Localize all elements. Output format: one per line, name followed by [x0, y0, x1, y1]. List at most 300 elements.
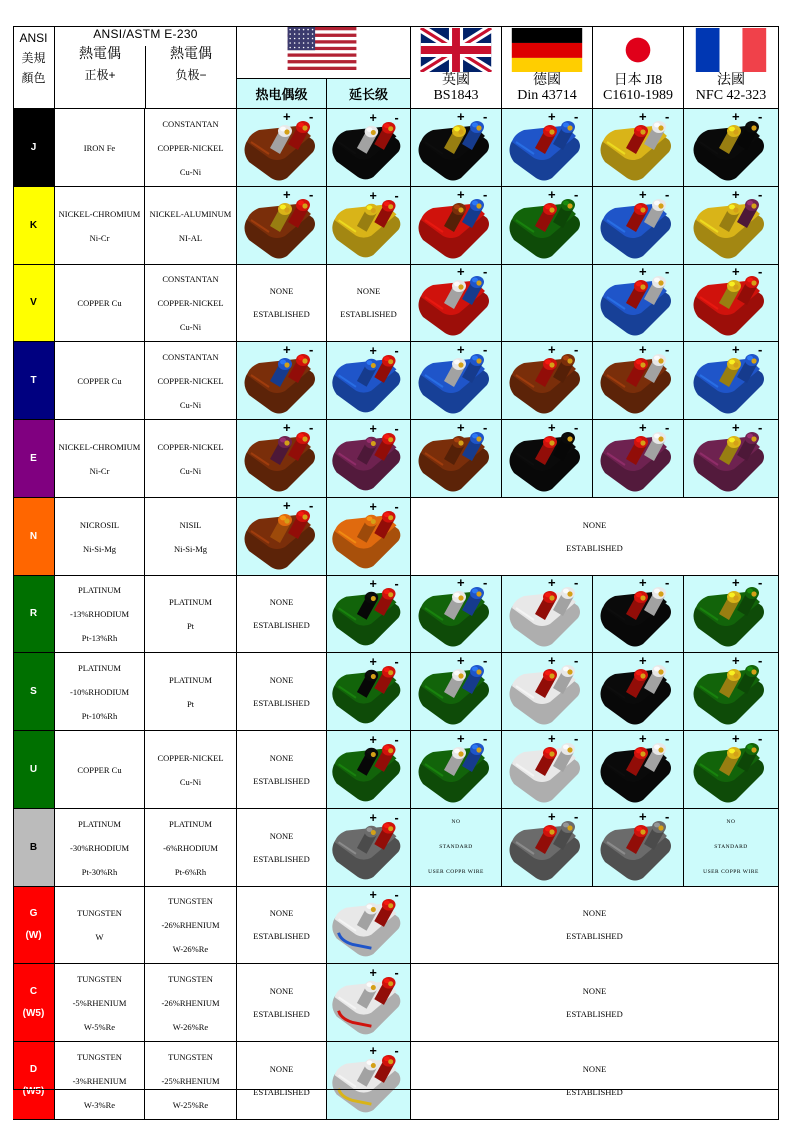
svg-text:-: - [665, 111, 670, 124]
svg-text:+: + [732, 344, 740, 357]
connector-icon [595, 423, 681, 495]
connector-icon [327, 967, 410, 1039]
country-standard: NFC 42-323 [695, 88, 767, 103]
connector-cell [411, 109, 502, 187]
positive-material: COPPER Cu [77, 375, 122, 386]
connector-icon [413, 734, 499, 806]
none-text: NONE [269, 286, 294, 296]
positive-material: TUNGSTEN [77, 908, 122, 918]
connector-icon [239, 112, 325, 184]
connector-cell [411, 265, 502, 342]
connector-icon [327, 812, 410, 884]
connector-cell [237, 187, 327, 265]
negative-material-cell [145, 576, 237, 653]
svg-text:+: + [457, 422, 465, 435]
negative-material-cell [145, 887, 237, 964]
ansi-label: ANSI [19, 31, 48, 45]
connector-icon [504, 734, 590, 806]
positive-material: Pt-13%Rh [81, 633, 118, 643]
negative-material-cell [145, 265, 237, 342]
connector-icon [413, 345, 499, 417]
connector-icon [327, 1045, 410, 1117]
svg-text:+: + [548, 811, 556, 824]
negative-material: CONSTANTAN [162, 274, 219, 284]
positive-material: PLATINUM [78, 818, 121, 829]
svg-text:+: + [282, 422, 291, 435]
svg-text:+: + [639, 733, 647, 746]
user-wire-text: USER COPPR WIRE [428, 869, 484, 875]
type-code-cell [13, 731, 55, 809]
connector-icon [239, 345, 325, 417]
connector-cell [411, 187, 502, 265]
none-established-merged [411, 498, 779, 576]
negative-material: Pt-6%Rh [174, 866, 207, 877]
svg-text:-: - [483, 655, 488, 668]
connector-cell [502, 187, 593, 265]
svg-text:-: - [758, 111, 763, 124]
connector-cell [502, 653, 593, 731]
connector-cell [327, 109, 411, 187]
svg-text:+: + [369, 500, 377, 514]
svg-text:-: - [665, 344, 670, 357]
type-code: E [30, 452, 37, 464]
japan-flag-icon [602, 28, 674, 72]
connector-cell [502, 265, 593, 342]
type-code: S [30, 685, 37, 697]
type-code-cell [13, 653, 55, 731]
negative-material: -6%RHODIUM [163, 842, 218, 853]
positive-material: TUNGSTEN [77, 973, 122, 984]
connector-cell [327, 498, 411, 576]
connector-cell [411, 809, 502, 887]
positive-material: Pt-30%Rh [81, 866, 118, 877]
connector-cell [411, 576, 502, 653]
svg-text:-: - [758, 578, 763, 590]
negative-material: Ni-Si-Mg [173, 543, 208, 554]
positive-material-cell [55, 887, 145, 964]
connector-icon [595, 812, 681, 884]
negative-material: Cu-Ni [179, 465, 202, 476]
svg-text:-: - [665, 655, 670, 668]
svg-text:-: - [574, 578, 579, 590]
connector-icon [327, 345, 410, 417]
none-text: NONE [269, 985, 294, 996]
connector-icon [239, 501, 325, 573]
connector-cell [593, 187, 684, 265]
none-text: NONE [269, 908, 294, 918]
svg-text:+: + [548, 422, 556, 435]
connector-icon [413, 578, 499, 650]
svg-text:+: + [369, 811, 377, 825]
connector-cell [411, 731, 502, 809]
svg-text:-: - [665, 189, 670, 202]
svg-text:+: + [369, 966, 377, 980]
connector-cell [237, 809, 327, 887]
connector-cell [593, 109, 684, 187]
connector-cell [684, 109, 779, 187]
connector-cell [593, 576, 684, 653]
negative-material-cell [145, 498, 237, 576]
positive-material: -5%RHENIUM [72, 997, 127, 1008]
connector-icon [504, 423, 590, 495]
established-text: ESTABLISHED [253, 853, 310, 864]
connector-icon [413, 267, 499, 339]
color-label: 顏色 [21, 71, 46, 85]
svg-text:+: + [639, 811, 647, 824]
connector-icon [595, 734, 681, 806]
connector-cell [237, 964, 327, 1042]
positive-material: COPPER Cu [77, 298, 122, 308]
negative-material-cell [145, 420, 237, 498]
positive-material: NICROSIL [79, 519, 120, 530]
positive-material: PLATINUM [78, 585, 121, 595]
positive-material: -3%RHENIUM [72, 1075, 127, 1086]
positive-material: NICKEL-CHROMIUM [58, 208, 141, 219]
svg-text:+: + [282, 500, 291, 513]
connector-cell [593, 653, 684, 731]
country-header-2 [502, 26, 593, 109]
svg-text:-: - [665, 267, 670, 279]
svg-text:+: + [369, 344, 377, 358]
established-text: ESTABLISHED [566, 1008, 623, 1019]
connector-cell [593, 420, 684, 498]
none-text: NONE [582, 985, 607, 996]
type-code: C [29, 985, 38, 997]
standard-text: STANDARD [439, 844, 473, 850]
connector-cell [327, 342, 411, 420]
connector-icon [413, 190, 499, 262]
connector-cell [411, 653, 502, 731]
country-header-1 [411, 26, 502, 109]
positive-material: Ni-Cr [89, 232, 110, 243]
negative-material: -26%RHENIUM [161, 920, 220, 930]
svg-text:-: - [394, 344, 399, 358]
thermocouple-label-positive: 熱電偶 [79, 45, 121, 61]
type-code-cell [13, 576, 55, 653]
none-text: NONE [269, 752, 294, 763]
positive-material-cell [55, 109, 145, 187]
none-text: NONE [582, 908, 607, 918]
negative-material: COPPER-NICKEL [157, 298, 224, 308]
svg-text:-: - [483, 189, 488, 202]
svg-text:-: - [483, 344, 488, 357]
type-code: T [30, 374, 37, 386]
svg-text:+: + [548, 344, 556, 357]
positive-material-cell [55, 420, 145, 498]
svg-text:-: - [758, 422, 763, 435]
standard-text: STANDARD [714, 844, 748, 850]
positive-material: PLATINUM [78, 662, 121, 673]
negative-material: Pt [186, 621, 195, 631]
negative-material: NISIL [179, 519, 202, 530]
connector-icon [595, 656, 681, 728]
svg-text:+: + [639, 189, 647, 202]
negative-material-cell [145, 187, 237, 265]
svg-text:+: + [282, 344, 291, 357]
connector-cell [327, 576, 411, 653]
svg-text:+: + [282, 189, 291, 202]
tc-grade-label: 热电偶级 [255, 87, 308, 102]
ansi-color-header [13, 26, 55, 109]
negative-material: COPPER-NICKEL [157, 441, 224, 452]
negative-material: CONSTANTAN [162, 351, 219, 362]
none-text: NONE [269, 674, 294, 685]
negative-material: W-26%Re [172, 1021, 209, 1032]
positive-material: -13%RHODIUM [69, 609, 130, 619]
type-code: (W5) [22, 1085, 45, 1097]
svg-text:+: + [732, 733, 740, 746]
svg-text:-: - [574, 344, 579, 357]
svg-text:-: - [394, 422, 399, 436]
connector-icon [595, 267, 681, 339]
svg-text:-: - [483, 422, 488, 435]
established-text: ESTABLISHED [253, 309, 310, 319]
tc-grade-header [237, 78, 327, 109]
type-code: (W5) [22, 1007, 45, 1019]
svg-text:+: + [548, 189, 556, 202]
svg-text:-: - [308, 189, 313, 202]
connector-icon [688, 734, 774, 806]
positive-material: COPPER Cu [77, 764, 122, 775]
connector-cell [684, 342, 779, 420]
type-code-cell [13, 187, 55, 265]
negative-material-cell [145, 109, 237, 187]
svg-text:+: + [369, 422, 377, 436]
negative-material-cell [145, 964, 237, 1042]
type-code: G [29, 908, 38, 919]
thermocouple-label-negative: 熱電偶 [170, 45, 212, 61]
connector-cell [684, 187, 779, 265]
connector-cell [684, 731, 779, 809]
no-text: NO [451, 819, 461, 825]
country-name: 日本 JI8 [613, 73, 663, 88]
svg-text:-: - [758, 189, 763, 202]
connector-cell [684, 653, 779, 731]
svg-text:+: + [732, 189, 740, 202]
none-established-merged [411, 964, 779, 1042]
negative-material: Cu-Ni [179, 399, 202, 410]
connector-cell [593, 342, 684, 420]
svg-text:-: - [394, 811, 399, 825]
svg-text:+: + [457, 267, 465, 279]
svg-text:-: - [665, 811, 670, 824]
france-flag-icon [695, 28, 767, 72]
svg-text:+: + [639, 344, 647, 357]
negative-material: PLATINUM [169, 674, 212, 685]
none-established-merged [411, 1042, 779, 1120]
negative-material-cell [145, 731, 237, 809]
positive-material-cell [55, 653, 145, 731]
positive-material-cell [55, 576, 145, 653]
connector-icon [504, 345, 590, 417]
svg-text:+: + [369, 1044, 377, 1058]
positive-material-cell [55, 1042, 145, 1120]
svg-text:+: + [369, 189, 377, 203]
ext-grade-header [327, 78, 411, 109]
connector-icon [595, 112, 681, 184]
positive-material-cell [55, 731, 145, 809]
connector-cell [237, 109, 327, 187]
connector-cell [411, 420, 502, 498]
svg-text:+: + [639, 578, 647, 590]
no-text: NO [726, 819, 736, 825]
svg-text:+: + [457, 733, 465, 746]
svg-text:+: + [369, 578, 377, 591]
type-code-cell [13, 887, 55, 964]
standard-label: ANSI/ASTM E-230 [93, 27, 198, 41]
svg-text:+: + [639, 267, 647, 279]
svg-text:-: - [574, 811, 579, 824]
negative-material: W-26%Re [172, 944, 209, 954]
svg-text:+: + [457, 344, 465, 357]
none-text: NONE [356, 286, 381, 296]
connector-cell [502, 576, 593, 653]
country-header-4 [684, 26, 779, 109]
connector-icon [688, 345, 774, 417]
established-text: ESTABLISHED [253, 775, 310, 786]
negative-material: W-25%Re [172, 1099, 209, 1110]
type-code: R [29, 608, 38, 619]
connector-icon [688, 578, 774, 650]
svg-text:-: - [394, 966, 399, 980]
connector-cell [327, 809, 411, 887]
negative-material: TUNGSTEN [168, 896, 213, 906]
svg-text:-: - [574, 111, 579, 124]
positive-material: Ni-Cr [89, 465, 110, 476]
positive-material-cell [55, 265, 145, 342]
type-code: K [29, 219, 38, 231]
connector-cell [684, 809, 779, 887]
negative-material: -25%RHENIUM [161, 1075, 220, 1086]
negative-material: COPPER-NICKEL [157, 752, 224, 763]
type-code-cell [13, 498, 55, 576]
type-code-cell [13, 342, 55, 420]
svg-text:-: - [758, 344, 763, 357]
negative-material: CONSTANTAN [162, 118, 219, 129]
type-code-cell [13, 420, 55, 498]
svg-text:+: + [732, 111, 740, 124]
negative-material-cell [145, 653, 237, 731]
connector-cell [502, 342, 593, 420]
positive-material: TUNGSTEN [77, 1051, 122, 1062]
established-text: ESTABLISHED [566, 1086, 623, 1097]
none-established-merged [411, 887, 779, 964]
svg-text:+: + [369, 111, 377, 125]
established-text: ESTABLISHED [340, 309, 397, 319]
negative-material: -26%RHENIUM [161, 997, 220, 1008]
svg-text:-: - [394, 1044, 399, 1058]
connector-icon [504, 812, 590, 884]
svg-text:-: - [483, 267, 488, 279]
type-code: J [30, 141, 37, 153]
svg-text:-: - [483, 578, 488, 590]
svg-text:-: - [665, 422, 670, 435]
positive-material-cell [55, 187, 145, 265]
svg-text:-: - [394, 189, 399, 203]
thermocouple-color-table [13, 26, 779, 1110]
connector-cell [327, 187, 411, 265]
connector-icon [688, 423, 774, 495]
negative-label: 负极− [175, 68, 207, 82]
svg-text:+: + [639, 655, 647, 668]
svg-text:+: + [548, 733, 556, 746]
uk-flag-icon [420, 28, 492, 72]
connector-icon [595, 345, 681, 417]
connector-icon [688, 190, 774, 262]
negative-material: TUNGSTEN [168, 1051, 213, 1062]
positive-material: NICKEL-CHROMIUM [58, 441, 141, 452]
svg-text:-: - [665, 578, 670, 590]
svg-text:-: - [394, 733, 399, 747]
connector-cell [502, 731, 593, 809]
positive-material: Pt-10%Rh [81, 710, 118, 721]
connector-cell [327, 887, 411, 964]
connector-cell [237, 653, 327, 731]
country-standard: Din 43714 [517, 88, 577, 103]
type-code: (W) [25, 930, 42, 941]
established-text: ESTABLISHED [253, 931, 310, 941]
positive-material-cell [55, 498, 145, 576]
none-text: NONE [269, 597, 294, 607]
type-code: V [30, 297, 37, 308]
connector-cell [684, 576, 779, 653]
user-wire-text: USER COPPR WIRE [703, 869, 759, 875]
connector-icon [327, 734, 410, 806]
connector-cell [327, 420, 411, 498]
svg-text:+: + [732, 578, 740, 590]
none-text: NONE [582, 1063, 607, 1074]
connector-cell [237, 576, 327, 653]
svg-text:-: - [758, 267, 763, 279]
svg-text:+: + [457, 111, 465, 124]
svg-text:-: - [394, 578, 399, 591]
type-code: U [29, 763, 38, 775]
type-code: N [29, 530, 38, 542]
connector-icon [327, 112, 410, 184]
connector-cell [593, 731, 684, 809]
svg-text:-: - [308, 344, 313, 357]
germany-flag-icon [511, 28, 583, 72]
established-text: ESTABLISHED [253, 697, 310, 708]
negative-material: COPPER-NICKEL [157, 142, 224, 153]
negative-material: Cu-Ni [179, 322, 202, 332]
svg-text:-: - [574, 189, 579, 202]
connector-cell [502, 109, 593, 187]
svg-text:-: - [574, 733, 579, 746]
column-divider [145, 46, 146, 108]
svg-text:-: - [574, 422, 579, 435]
connector-icon [595, 578, 681, 650]
negative-material-cell [145, 1042, 237, 1120]
positive-material: W [95, 932, 104, 942]
connector-icon [504, 190, 590, 262]
svg-text:+: + [282, 111, 291, 124]
connector-icon [239, 190, 325, 262]
established-text: ESTABLISHED [253, 620, 310, 630]
connector-icon [688, 267, 774, 339]
type-code-cell [13, 265, 55, 342]
svg-text:-: - [308, 111, 313, 124]
svg-text:+: + [639, 422, 647, 435]
connector-cell [327, 265, 411, 342]
positive-material-cell [55, 342, 145, 420]
connector-cell [684, 420, 779, 498]
connector-cell [327, 653, 411, 731]
connector-icon [327, 578, 410, 650]
established-text: ESTABLISHED [253, 1086, 310, 1097]
connector-cell [237, 420, 327, 498]
ext-grade-label: 延长级 [348, 87, 388, 102]
